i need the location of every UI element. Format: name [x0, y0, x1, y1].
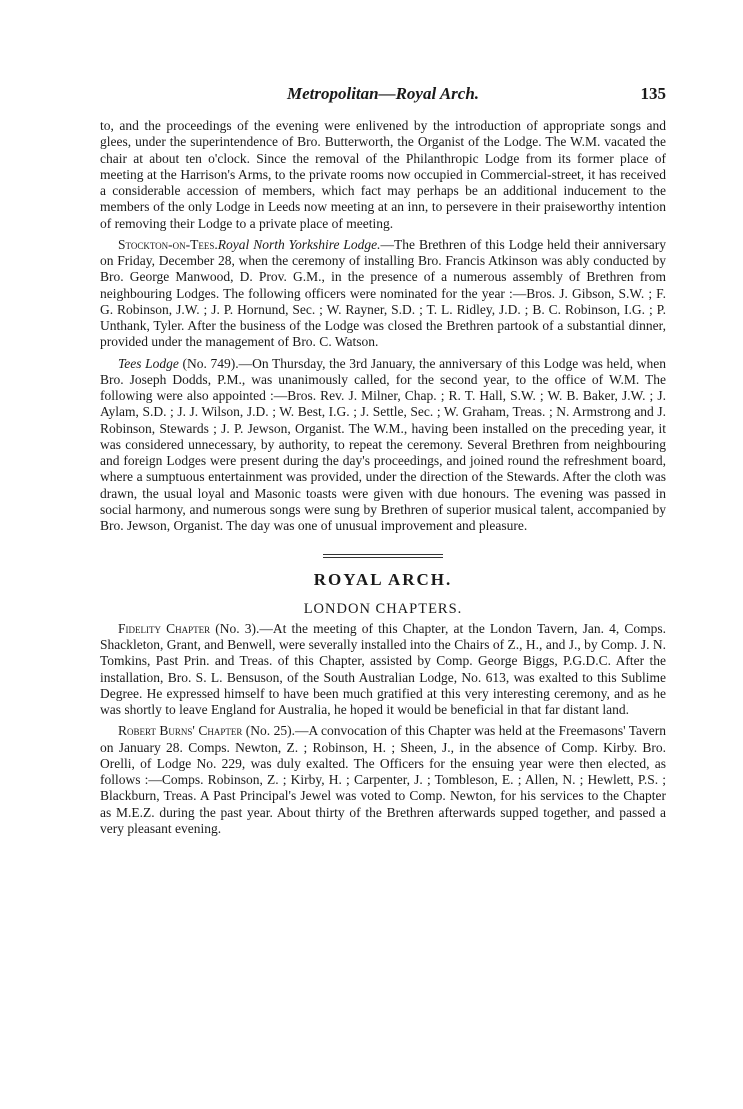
subsection-title: LONDON CHAPTERS. — [303, 600, 463, 617]
text-column — [100, 118, 666, 842]
paragraph-stockton-on-tees — [100, 237, 666, 351]
paragraph-text: (No. 749).—On Thursday, the 3rd January, the anniversary of this Lodge was held, when Bro. Joseph Dodds, P.M., was unanimously called, for the second year, to the office of W.M. The following were also appointed :—Bros. Rev. J. Milner, Chap. ; R. T. Hall, S.W. ; W. B. Baker, J.W. ; J. Aylam, S.D. ; J. J. Wilson, J.D. ; W. Best, I.G. ; J. Settle, Sec. ; W. Graham, Treas. ; N. Armstrong and J. Robinson, Stewards ; J. P. Jewson, Organist. The W.M., having been installed on the preceding year, it was considered unnecessary, by authority, to repeat the ceremony. Several Brethren from neighbouring and foreign Lodges were present during the day's proceedings, and joined round the refreshment board, where a sumptuous entertainment was provided, under the direction of the Stewards. After the cloth was drawn, the usual loyal and Masonic toasts were given with due honours. The evening was passed in social harmony, and numerous songs were sung by Brethren of superior musical talent, accompanied by Bro. Jewson, Organist. The day was one of unusual improvement and pleasure. — [100, 355, 666, 533]
paragraph-text: (No. 3).—At the meeting of this Chapter, at the London Tavern, Jan. 4, Comps. Shackleton, Grant, and Benwell, were severally installed into the Chairs of Z., H., and J., by Comp. J. N. Tomkins, Past Prin. and Treas. of this Chapter, assisted by Comp. George Biggs, P.G.D.C. After the installation, Bro. S. L. Bensuson, of the South Australian Lodge, No. 613, was exalted to this Sublime Degree. He expressed himself to have been much gratified at this very interesting ceremony, and as he was shortly to leave England for Australia, he hoped it would be beneficial in that far distant land. — [100, 620, 666, 717]
page-number: 135 — [640, 84, 666, 103]
page-header — [100, 84, 666, 106]
lodge-name: Royal North Yorkshire Lodge. — [217, 236, 381, 252]
running-head: Metropolitan—Royal Arch. — [286, 84, 480, 103]
paragraph-text: (No. 25).—A convocation of this Chapter was held at the Freemasons' Tavern on January 28. Comps. Newton, Z. ; Robinson, H. ; Sheen, J., in the absence of Comp. Kirby. Bro. Orelli, of Lodge No. 229, was duly exalted. The Officers for the ensuing year were then elected, as follows :—Comps. Robinson, Z. ; Kirby, H. ; Carpenter, J. ; Tombleson, E. ; Allen, N. ; Hewlett, P.S. ; Blackburn, Treas. A Past Principal's Jewel was voted to Comp. Newton, for his services to the Chapter as M.E.Z. during the past year. About thirty of the Brethren afterwards supped together, and passed a very pleasant evening. — [100, 723, 667, 836]
lodge-name: Tees Lodge — [118, 355, 179, 371]
chapter-name: Fidelity Chapter — [118, 620, 211, 636]
divider-line — [323, 554, 443, 555]
paragraph-text: —The Brethren of this Lodge held their anniversary on Friday, December 28, when the ceremony of installing Bro. Francis Atkinson was ably conducted by Bro. George Manwood, D. Prov. G.M., in the presence of a numerous assembly of Brethren from neighbouring Lodges. The following officers were nominated for the year :—Bros. J. Gibson, S.W. ; F. G. Robinson, J.W. ; J. P. Hornund, Sec. ; W. Rayner, S.D. ; T. L. Ridley, J.D. ; B. C. Robinson, I.G. ; P. Unthank, Tyler. After the business of the Lodge was closed the Brethren partook of a substantial dinner, provided under the management of Bro. C. Watson. — [100, 236, 666, 350]
divider-line — [323, 557, 443, 558]
place-name: Stockton-on-Tees. — [118, 236, 218, 252]
paragraph-fidelity-chapter — [100, 621, 666, 719]
section-divider — [323, 554, 443, 558]
paragraph-philanthropic-lodge: to, and the proceedings of the evening were enlivened by the introduction of appropriate songs and glees, under the superintendence of Bro. Butterworth, the Organist of the Lodge. The W.M. vacated the chair at about ten o'clock. Since the removal of the Philanthropic Lodge from its former place of meeting at the Harrison's Arms, to the private rooms now occupied in Commercial-street, it has received a considerable accession of members, which fact may perhaps be an additional inducement to the members of the only Lodge in Leeds now meeting at an inn, to persevere in their praiseworthy intention of removing their Lodge to a private place of meeting. — [100, 118, 666, 231]
section-title: ROYAL ARCH. — [313, 570, 453, 590]
paragraph-robert-burns-chapter — [100, 723, 666, 837]
paragraph-tees-lodge — [100, 356, 666, 535]
chapter-name: Robert Burns' Chapter — [118, 723, 243, 739]
